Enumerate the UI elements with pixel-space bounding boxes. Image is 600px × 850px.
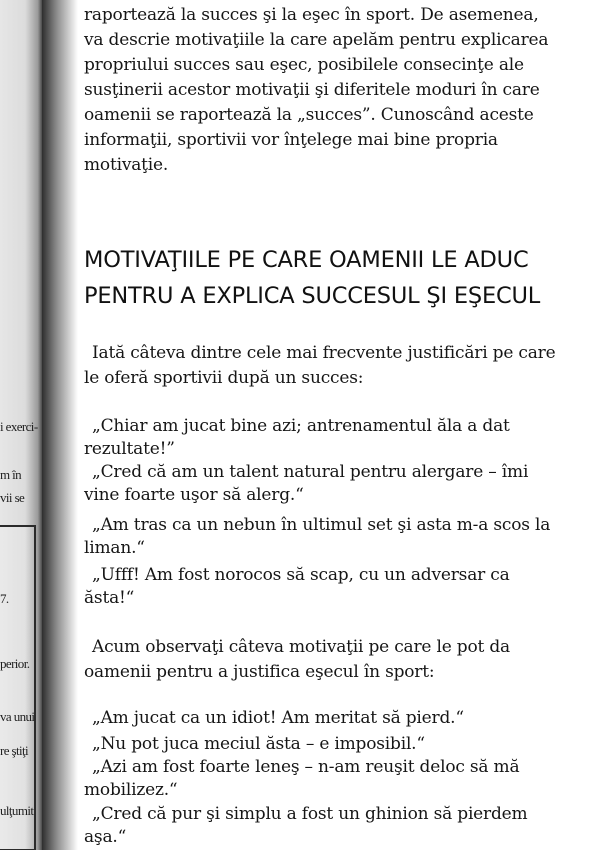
quote-line: „Chiar am jucat bine azi; antrenamentul ăla a dat (92, 416, 510, 436)
success-quote (84, 514, 551, 560)
left-page-box (0, 525, 36, 850)
book-page (80, 0, 595, 850)
left-fragment-text: m în (0, 467, 22, 482)
quote-line: vine foarte uşor să alerg.“ (84, 485, 304, 505)
paragraph-line: Iată câteva dintre cele mai frecvente justificări pe care (92, 343, 556, 363)
paragraph-line: motivaţie. (84, 155, 169, 175)
book-gutter (42, 0, 78, 850)
success-intro (84, 341, 556, 391)
left-fragment-text: va unui (0, 709, 35, 724)
success-quote (84, 564, 510, 610)
success-quote (84, 461, 529, 507)
quote-line: „Cred că am un talent natural pentru alergare – îmi (92, 462, 529, 482)
quote-line: mobilizez.“ (84, 780, 178, 800)
intro-paragraph (84, 3, 548, 178)
section-heading (84, 242, 540, 314)
failure-quote (84, 803, 528, 849)
quote-line: „Ufff! Am fost norocos să scap, cu un adversar ca (92, 565, 510, 585)
paragraph-line: Acum observaţi câteva motivaţii pe care le pot da (92, 637, 510, 657)
left-fragment-text: perior. (0, 656, 30, 671)
heading-line: MOTIVAŢIILE PE CARE OAMENII LE ADUC (84, 247, 529, 273)
failure-intro (84, 635, 510, 685)
paragraph-line: informaţii, sportivii vor înţelege mai bine propria (84, 130, 498, 150)
failure-quote (84, 756, 520, 802)
paragraph-line: raportează la succes şi la eşec în sport. De asemenea, (84, 5, 539, 25)
quote-line: rezultate!” (84, 439, 175, 459)
heading-line: PENTRU A EXPLICA SUCCESUL ŞI EŞECUL (84, 283, 541, 309)
left-page-fragment (0, 0, 42, 850)
left-fragment-text: 7. (0, 591, 9, 606)
quote-line: „Azi am fost foarte leneş – n-am reuşit deloc să mă (92, 757, 520, 777)
quote-line: „Cred că pur şi simplu a fost un ghinion să pierdem (92, 804, 528, 824)
failure-quote (92, 733, 425, 756)
quote-line: „Am tras ca un nebun în ultimul set şi asta m-a scos la (92, 515, 551, 535)
paragraph-line: susţinerii acestor motivaţii şi diferitele moduri în care (84, 80, 540, 100)
quote-line: „Nu pot juca meciul ăsta – e imposibil.“ (92, 734, 425, 754)
left-fragment-text: ulţumit (0, 803, 34, 818)
paragraph-line: propriului succes sau eşec, posibilele consecinţe ale (84, 55, 524, 75)
left-fragment-text: re ştiţi (0, 743, 29, 758)
paragraph-line: va descrie motivaţiile la care apelăm pentru explicarea (84, 30, 549, 50)
left-fragment-text: i exerci- (0, 419, 38, 434)
quote-line: liman.“ (84, 538, 145, 558)
left-fragment-text: vii se (0, 490, 25, 505)
success-quote (84, 415, 510, 461)
quote-line: aşa.“ (84, 827, 127, 847)
quote-line: „Am jucat ca un idiot! Am meritat să pierd.“ (92, 708, 464, 728)
paragraph-line: oamenii se raportează la „succes”. Cunoscând aceste (84, 105, 534, 125)
failure-quote (92, 707, 464, 730)
paragraph-line: oamenii pentru a justifica eşecul în sport: (84, 662, 435, 682)
paragraph-line: le oferă sportivii după un succes: (84, 368, 364, 388)
quote-line: ăsta!“ (84, 588, 135, 608)
